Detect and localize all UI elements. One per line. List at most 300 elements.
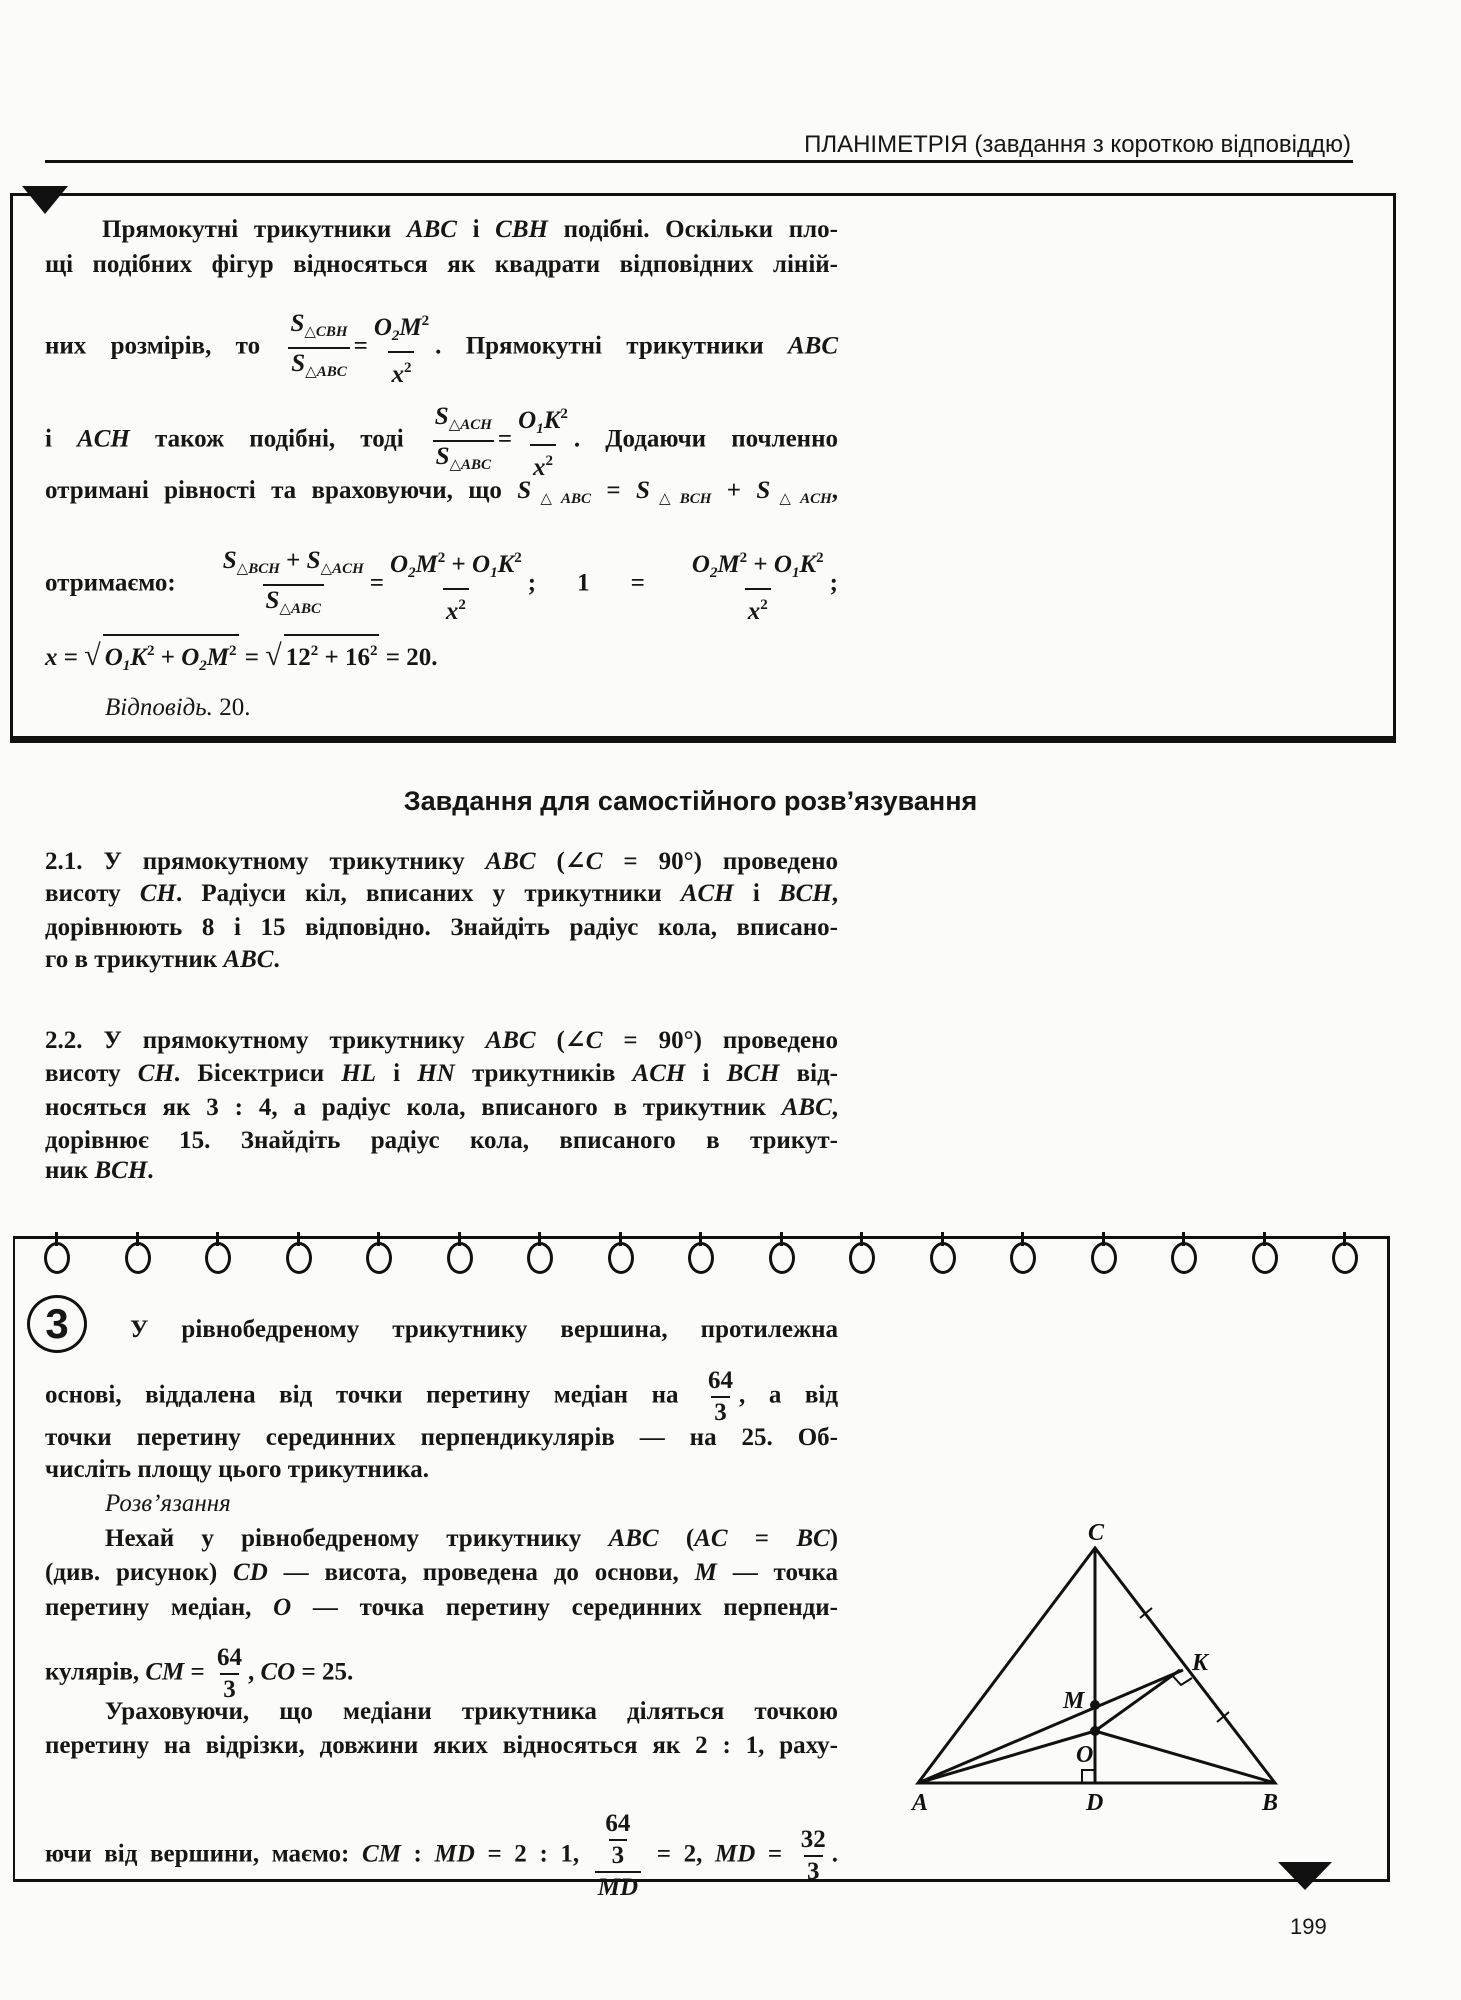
- text-line: [45, 248, 838, 282]
- fraction-denominator: [595, 1871, 641, 1902]
- fraction-denominator: [443, 588, 469, 626]
- text: + 16: [318, 644, 370, 671]
- text-line-content: [102, 213, 838, 247]
- text-line-content: [45, 1024, 838, 1058]
- spiral-ring: [1010, 1242, 1036, 1274]
- point-o: [1090, 1726, 1100, 1736]
- subscript: 1: [490, 565, 498, 581]
- fraction-numerator: [689, 544, 827, 588]
- text: = 2 : 1,: [474, 1840, 592, 1868]
- text-line: [45, 474, 838, 516]
- text-line: [45, 307, 838, 389]
- math-symbol: CM: [145, 1658, 185, 1686]
- subscript: 2: [709, 565, 718, 581]
- text-line: [45, 1057, 838, 1091]
- math-symbol: O: [373, 314, 392, 341]
- text: =: [57, 644, 85, 671]
- triangle-figure: [900, 1500, 1300, 1830]
- spiral-ring-stem: [699, 1232, 702, 1246]
- text-line-content: [45, 307, 838, 389]
- math-symbol: O: [273, 1594, 292, 1621]
- text: перетину на відрізки, довжини яких відносяться як 2 : 1, раху-: [45, 1732, 838, 1759]
- text-line-content: [45, 1154, 154, 1188]
- text: =: [591, 477, 636, 504]
- math-symbol: HL: [341, 1060, 376, 1087]
- text: — точка: [716, 1559, 838, 1586]
- text: +: [279, 547, 307, 574]
- text-line-content: [45, 248, 838, 282]
- text-line: [102, 213, 838, 247]
- math-symbol: x: [391, 361, 404, 388]
- fraction-denominator: [745, 588, 771, 626]
- spiral-ring-stem: [941, 1232, 944, 1246]
- math-symbol: S: [517, 477, 532, 504]
- text-line: [45, 1453, 838, 1487]
- spiral-ring: [366, 1242, 392, 1274]
- text: Нехай у рівнобедреному трикутнику: [105, 1525, 609, 1552]
- spiral-ring: [608, 1242, 634, 1274]
- text-line: [45, 1367, 838, 1427]
- superscript: 2: [437, 550, 446, 566]
- text-line-content: [45, 1057, 838, 1091]
- math-symbol: C: [585, 848, 603, 875]
- math-symbol: O: [773, 551, 792, 578]
- subscript: △ABC: [305, 364, 347, 380]
- spiral-ring: [1171, 1242, 1197, 1274]
- fraction: [515, 400, 571, 482]
- text: +: [747, 551, 774, 578]
- text-line-content: [105, 1695, 838, 1729]
- text-line-content: [45, 544, 838, 626]
- spiral-ring-stem: [136, 1232, 139, 1246]
- math-symbol: K: [130, 644, 147, 671]
- text: 32: [800, 1826, 826, 1853]
- text-line-content: [45, 1591, 838, 1625]
- math-symbol: ABC: [608, 1525, 659, 1552]
- text: 64: [605, 1810, 631, 1837]
- text: У прямокутному трикутнику: [82, 1027, 486, 1054]
- text-line-content: [105, 1487, 231, 1521]
- text-line: [45, 1154, 838, 1188]
- math-symbol: M: [206, 644, 230, 671]
- spiral-ring-stem: [619, 1232, 622, 1246]
- text-line: [45, 1091, 838, 1125]
- text: ючи від вершини, маємо:: [45, 1840, 363, 1868]
- text: =: [727, 1525, 797, 1552]
- text: 64: [217, 1644, 242, 1671]
- text: = 90°) проведено: [602, 848, 838, 875]
- superscript: 2: [560, 406, 568, 422]
- text: основі, віддалена від точки перетину медіан на: [45, 1381, 703, 1409]
- math-symbol: Відповідь.: [105, 694, 213, 721]
- text: = 20.: [379, 644, 438, 671]
- math-symbol: ABC: [787, 332, 838, 360]
- text: дорівнюють 8 і 15 відповідно. Знайдіть радіус кола, вписано-: [45, 914, 838, 941]
- math-symbol: MD: [597, 1874, 639, 1901]
- math-symbol: x: [747, 598, 761, 625]
- label-a: A: [912, 1790, 929, 1816]
- text: 12: [285, 644, 311, 671]
- radicand: [103, 634, 239, 681]
- text: . Радіуси кіл, вписаних у трикутники: [175, 880, 681, 907]
- subscript: △BCH: [236, 561, 280, 577]
- spiral-ring: [447, 1242, 473, 1274]
- text-line-content: [105, 691, 250, 725]
- math-symbol: ABC: [781, 1094, 832, 1121]
- text: від-: [779, 1060, 839, 1087]
- superscript: 2: [514, 550, 522, 566]
- math-symbol: Розв’язання: [105, 1490, 231, 1517]
- text-line-content: [45, 1556, 838, 1590]
- fraction: [705, 1367, 736, 1427]
- text: = 90°) проведено: [602, 1027, 838, 1054]
- superscript: 2: [146, 643, 155, 659]
- header-rule: [45, 160, 1353, 163]
- label-k: K: [1192, 1650, 1209, 1676]
- math-symbol: ACH: [632, 1060, 686, 1087]
- text-line: [45, 845, 838, 879]
- text-line: [130, 1313, 838, 1347]
- text-line-content: [45, 1124, 838, 1158]
- text: ник: [45, 1157, 95, 1184]
- fraction-numerator: [432, 403, 495, 440]
- text: (: [658, 1525, 695, 1552]
- radicand: [284, 634, 380, 673]
- math-symbol: BC: [796, 1525, 830, 1552]
- square-root: [265, 639, 379, 672]
- math-symbol: HN: [417, 1060, 455, 1087]
- text: висоту: [45, 880, 140, 907]
- superscript: 2: [816, 550, 824, 566]
- right-angle-d: [1082, 1770, 1095, 1783]
- text: щі подібних фігур відносяться як квадрати відповідних ліній-: [45, 251, 838, 278]
- math-symbol: C: [585, 1027, 603, 1054]
- math-symbol: CBH: [495, 216, 548, 243]
- fraction: [595, 1810, 641, 1902]
- text: =: [353, 332, 368, 360]
- subscript: 1: [122, 658, 131, 674]
- spiral-ring-stem: [780, 1232, 783, 1246]
- text-line: [105, 1522, 838, 1556]
- section-heading-text: Завдання для самостійного розв’язування: [403, 786, 978, 816]
- text: . Додаючи почленно: [573, 425, 838, 453]
- superscript: 2: [545, 453, 554, 469]
- math-symbol: S: [306, 547, 321, 574]
- subscript: 2: [391, 328, 400, 344]
- subscript: 2: [199, 658, 207, 674]
- text: — точка перетину серединних перпенди-: [291, 1594, 838, 1621]
- text: носяться як 3 : 4, а радіус кола, вписаного в трикутник: [45, 1094, 782, 1121]
- point-m: [1090, 1700, 1100, 1710]
- superscript: 2: [229, 643, 237, 659]
- text: отримаємо:: [45, 569, 217, 597]
- spiral-ring-stem: [538, 1232, 541, 1246]
- text: .: [831, 1840, 839, 1868]
- text: У рівнобедреному трикутнику вершина, протилежна: [130, 1316, 838, 1343]
- text: 20.: [212, 694, 251, 721]
- math-symbol: S: [222, 547, 237, 574]
- text: 3: [807, 1858, 820, 1885]
- spiral-ring-stem: [297, 1232, 300, 1246]
- text-line: [45, 1591, 838, 1625]
- text: ,: [248, 1658, 261, 1686]
- fraction-denominator: [263, 584, 324, 623]
- text: = 25.: [295, 1658, 354, 1686]
- text: = 2,: [644, 1840, 715, 1868]
- text: дорівнює 15. Знайдіть радіус кола, вписаного в трикут-: [45, 1127, 838, 1154]
- math-symbol: ABC: [406, 216, 457, 243]
- math-symbol: M: [694, 1559, 717, 1586]
- math-symbol: CM: [362, 1840, 401, 1868]
- spiral-ring-stem: [377, 1232, 380, 1246]
- spiral-ring-stem: [1343, 1232, 1346, 1246]
- text: і: [685, 1060, 727, 1087]
- text-line-content: [45, 1453, 429, 1487]
- text: , а від: [739, 1381, 839, 1409]
- text: (∠: [535, 1027, 586, 1054]
- math-symbol: M: [399, 314, 422, 341]
- subscript: △ACH: [448, 417, 492, 433]
- text-line: [45, 1729, 838, 1763]
- problem-number-badge: 3: [27, 1295, 87, 1353]
- text: :: [400, 1840, 435, 1868]
- text: і: [733, 880, 779, 907]
- subscript: △ACH: [320, 561, 364, 577]
- text: ,: [831, 1094, 838, 1121]
- text: 2.1.: [45, 848, 83, 875]
- spiral-ring: [1332, 1242, 1358, 1274]
- text: . Прямокутні трикутники: [435, 332, 788, 360]
- text-line-content: [130, 1313, 838, 1347]
- text-line-content: [45, 1091, 838, 1125]
- math-symbol: BCH: [778, 880, 832, 907]
- subscript: △CBH: [304, 324, 348, 340]
- spiral-ring: [1091, 1242, 1117, 1274]
- math-symbol: AC: [694, 1525, 728, 1552]
- superscript: 2: [369, 643, 378, 659]
- math-symbol: S: [291, 350, 306, 377]
- math-symbol: K: [497, 551, 515, 578]
- spiral-ring: [769, 1242, 795, 1274]
- text-line-content: [45, 877, 838, 911]
- label-b: B: [1262, 1790, 1279, 1816]
- subscript: 2: [408, 565, 416, 581]
- math-symbol: S: [435, 443, 450, 470]
- text-line-content: [45, 911, 838, 945]
- text: =: [755, 1840, 795, 1868]
- text-line: [105, 1487, 838, 1521]
- text: . Бісектриси: [173, 1060, 342, 1087]
- label-c: C: [1088, 1520, 1105, 1546]
- math-symbol: ACH: [680, 880, 734, 907]
- math-symbol: O: [390, 551, 409, 578]
- text: У прямокутному трикутнику: [82, 848, 486, 875]
- text: 64: [708, 1367, 734, 1394]
- text: кулярів,: [45, 1658, 146, 1686]
- text-line: [45, 1124, 838, 1158]
- label-m: M: [1063, 1688, 1085, 1714]
- fraction: [689, 544, 827, 626]
- spiral-ring-stem: [1021, 1232, 1024, 1246]
- spiral-ring-stem: [458, 1232, 461, 1246]
- bottom-triangle-marker-icon: [1278, 1862, 1332, 1890]
- text: і: [45, 425, 78, 453]
- text: ,: [831, 880, 838, 907]
- math-symbol: K: [799, 551, 817, 578]
- fraction-numerator: [602, 1810, 633, 1839]
- subscript: △BCH: [649, 491, 712, 507]
- fraction-numerator: [214, 1644, 245, 1673]
- text-line: [45, 943, 838, 977]
- fraction-denominator: [609, 1839, 628, 1870]
- fraction-numerator: [371, 307, 432, 351]
- math-symbol: CD: [233, 1559, 268, 1586]
- spiral-ring: [527, 1242, 553, 1274]
- fraction-numerator: [705, 1367, 736, 1396]
- fraction: [287, 310, 350, 386]
- text-line-content: [45, 400, 838, 482]
- text: висоту: [45, 1060, 138, 1087]
- math-symbol: ABC: [223, 946, 274, 973]
- spiral-ring: [849, 1242, 875, 1274]
- fraction: [387, 544, 525, 626]
- subscript: △ABC: [531, 491, 591, 507]
- math-symbol: O: [104, 644, 123, 671]
- text: ;: [829, 569, 838, 597]
- square-root: [84, 639, 238, 674]
- fraction-numerator: [798, 1826, 829, 1855]
- text-line: [45, 1810, 838, 1902]
- text: 2.2.: [45, 1027, 83, 1054]
- spiral-ring: [286, 1242, 312, 1274]
- fraction-numerator: [515, 400, 571, 444]
- fraction-denominator: [804, 1855, 823, 1886]
- spiral-ring-stem: [1182, 1232, 1185, 1246]
- text-line: [45, 911, 838, 945]
- text-line-content: [45, 845, 838, 879]
- math-symbol: S: [290, 310, 305, 337]
- radical-sign: √: [265, 639, 282, 672]
- text: подібні. Оскільки пло-: [547, 216, 838, 243]
- text: ,: [831, 477, 838, 504]
- text: +: [154, 644, 182, 671]
- text-line-content: [45, 1810, 838, 1902]
- text-line: [45, 1024, 838, 1058]
- fraction-denominator: [388, 351, 414, 389]
- superscript: 2: [310, 643, 319, 659]
- superscript: 2: [403, 360, 412, 376]
- superscript: 2: [739, 550, 748, 566]
- triangle-marker-icon: [22, 186, 68, 214]
- text: го в трикутник: [45, 946, 224, 973]
- math-symbol: x: [45, 644, 58, 671]
- subscript: △ABC: [449, 457, 492, 473]
- superscript: 2: [458, 597, 466, 613]
- text: =: [497, 425, 513, 453]
- text-line-content: [45, 634, 437, 681]
- math-symbol: ABC: [485, 1027, 536, 1054]
- text-line: [45, 877, 838, 911]
- math-symbol: S: [756, 477, 771, 504]
- text: них розмірів, то: [45, 332, 285, 360]
- fraction: [432, 403, 495, 479]
- superscript: 2: [421, 313, 430, 329]
- math-symbol: CH: [139, 880, 176, 907]
- text-line-content: [45, 1367, 838, 1427]
- text-line: [45, 544, 838, 626]
- text-line: [105, 691, 838, 725]
- label-d: D: [1086, 1790, 1104, 1816]
- text-line-content: [45, 1421, 838, 1455]
- fraction-numerator: [287, 310, 350, 347]
- text: Ураховуючи, що медіани трикутника діляться точкою: [105, 1698, 838, 1725]
- spiral-ring: [688, 1242, 714, 1274]
- text: (∠: [535, 848, 586, 875]
- math-symbol: O: [181, 644, 200, 671]
- text: 3: [611, 1842, 625, 1869]
- text: точки перетину серединних перпендикулярів — на 25. Об-: [45, 1424, 838, 1451]
- fraction-numerator: [220, 547, 367, 584]
- text: .: [147, 1157, 154, 1184]
- text-line-content: [45, 474, 838, 516]
- page-number: 199: [1290, 1914, 1327, 1939]
- text: отримані рівності та враховуючи, що: [45, 477, 518, 504]
- fraction: [220, 547, 367, 623]
- radical-sign: √: [84, 639, 101, 672]
- text-line: [105, 1695, 838, 1729]
- text: +: [445, 551, 473, 578]
- text-line: [45, 400, 838, 482]
- math-symbol: S: [636, 477, 650, 504]
- fraction-numerator: [387, 544, 525, 588]
- text: також подібні, тоді: [129, 425, 429, 453]
- subscript: △ABC: [279, 601, 321, 617]
- math-symbol: BCH: [94, 1157, 148, 1184]
- spiral-ring-stem: [216, 1232, 219, 1246]
- text: Прямокутні трикутники: [102, 216, 407, 243]
- text: =: [184, 1658, 211, 1686]
- text: ; 1 =: [527, 569, 686, 597]
- math-symbol: CO: [260, 1658, 296, 1686]
- math-symbol: MD: [434, 1840, 475, 1868]
- text: 3: [223, 1676, 236, 1703]
- text-line: [45, 1556, 838, 1590]
- text: 3: [714, 1399, 727, 1426]
- spiral-ring-stem: [1263, 1232, 1266, 1246]
- text-line-content: [45, 1729, 838, 1763]
- segment-ao: [918, 1731, 1095, 1783]
- math-symbol: x: [445, 598, 459, 625]
- math-symbol: ABC: [485, 848, 536, 875]
- spiral-ring-stem: [860, 1232, 863, 1246]
- text: ): [829, 1525, 839, 1552]
- subscript: 1: [791, 565, 800, 581]
- spiral-ring: [1252, 1242, 1278, 1274]
- text: — висота, проведена до основи,: [267, 1559, 695, 1586]
- text: перетину медіан,: [45, 1594, 274, 1621]
- math-symbol: CH: [137, 1060, 174, 1087]
- label-o: O: [1076, 1742, 1094, 1768]
- text: трикутників: [454, 1060, 633, 1087]
- text: (див. рисунок): [45, 1559, 234, 1586]
- fraction-numerator: [596, 1810, 639, 1871]
- text: числіть площу цього трикутника.: [45, 1456, 430, 1483]
- superscript: 2: [760, 597, 768, 613]
- text: і: [456, 216, 496, 243]
- subscript: △ACH: [770, 491, 832, 507]
- math-symbol: S: [265, 587, 280, 614]
- fraction: [602, 1810, 633, 1870]
